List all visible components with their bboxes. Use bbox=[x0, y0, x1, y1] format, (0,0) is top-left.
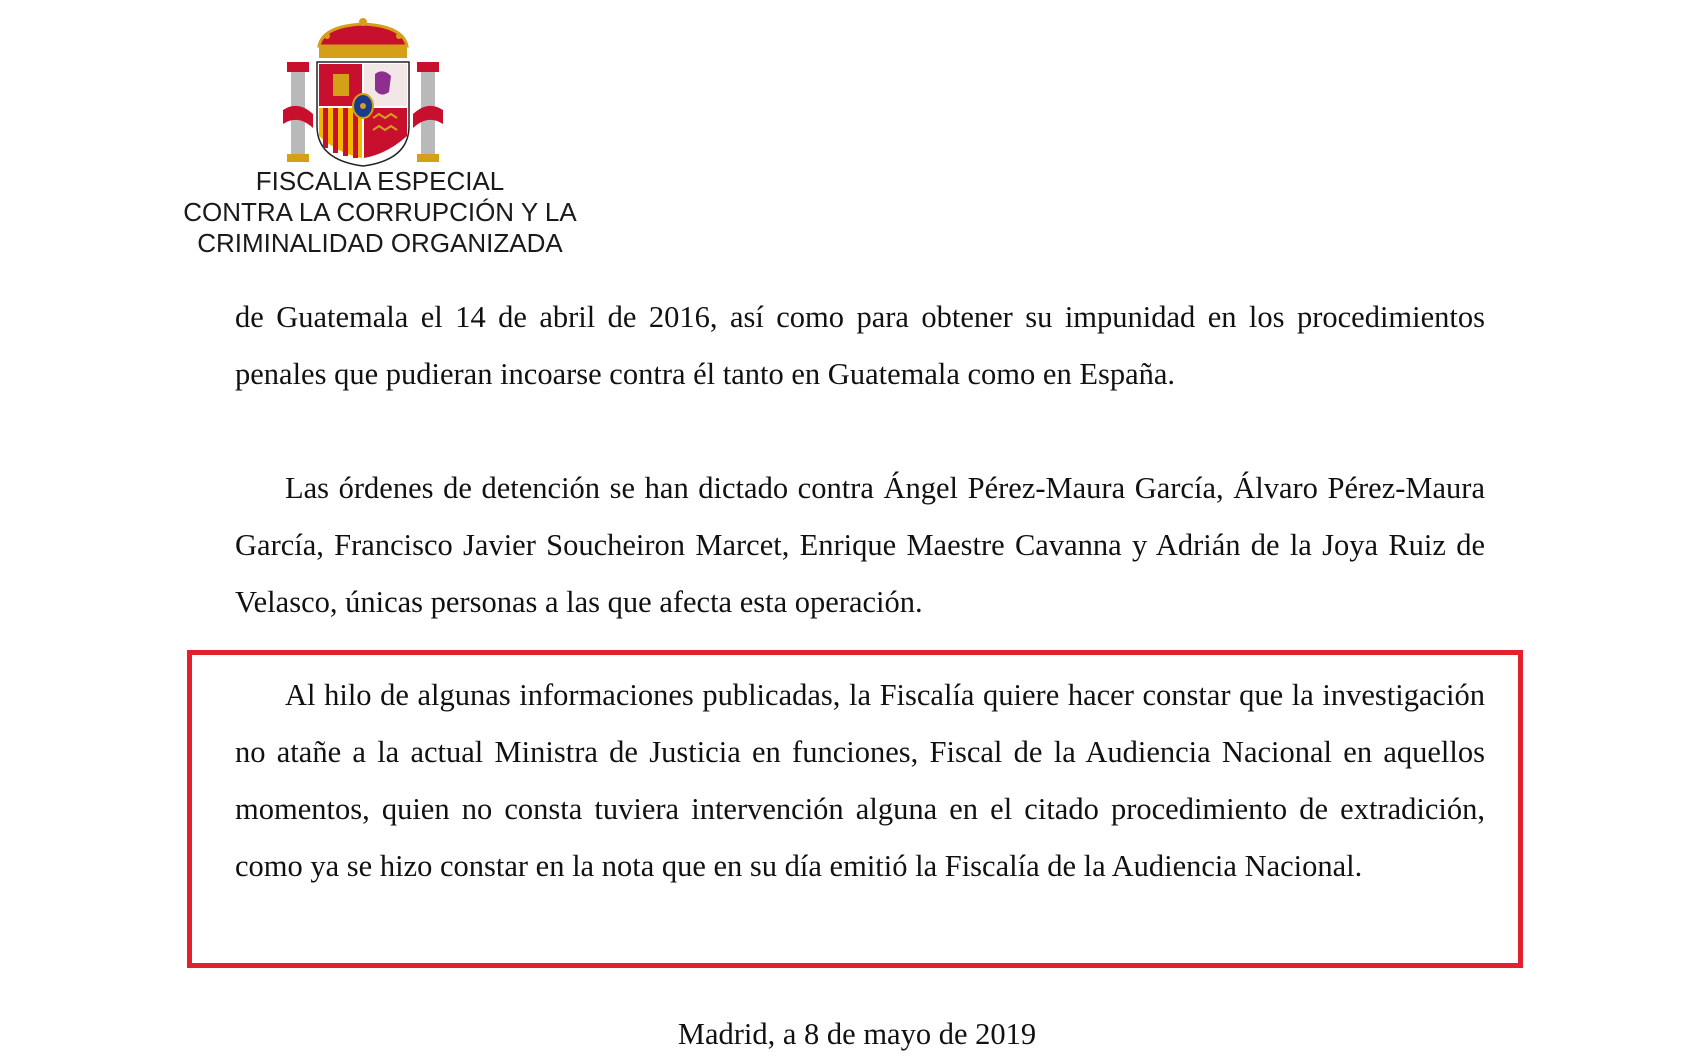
paragraph-detention-orders: Las órdenes de detención se han dictado contra Ángel Pérez-Maura García, Álvaro Pérez-Maura García, Francisco Javier Soucheiron Marcet, Enrique Maestre Cavanna y Adrián de la Joya Ruiz de Velasco, únicas personas a las que afecta esta operación. bbox=[235, 471, 1485, 619]
organization-name bbox=[160, 166, 600, 259]
org-line-3: CRIMINALIDAD ORGANIZADA bbox=[197, 228, 563, 258]
paragraph-continuation: de Guatemala el 14 de abril de 2016, así como para obtener su impunidad en los procedimientos penales que pudieran incoarse contra él tanto en Guatemala como en España. bbox=[235, 300, 1485, 391]
dateline: Madrid, a 8 de mayo de 2019 bbox=[677, 1017, 1037, 1051]
org-line-1: FISCALIA ESPECIAL bbox=[255, 166, 505, 196]
org-line-2: CONTRA LA CORRUPCIÓN Y LA bbox=[183, 197, 577, 227]
coat-of-arms-icon bbox=[283, 18, 443, 168]
paragraph-highlighted-statement: Al hilo de algunas informaciones publicadas, la Fiscalía quiere hacer constar que la investigación no atañe a la actual Ministra de Justicia en funciones, Fiscal de la Audiencia Nacional en aquellos momentos, quien no consta tuviera intervención alguna en el citado procedimiento de extradición, como ya se hizo constar en la nota que en su día emitió la Fiscalía de la Audiencia Nacional. bbox=[235, 678, 1485, 883]
